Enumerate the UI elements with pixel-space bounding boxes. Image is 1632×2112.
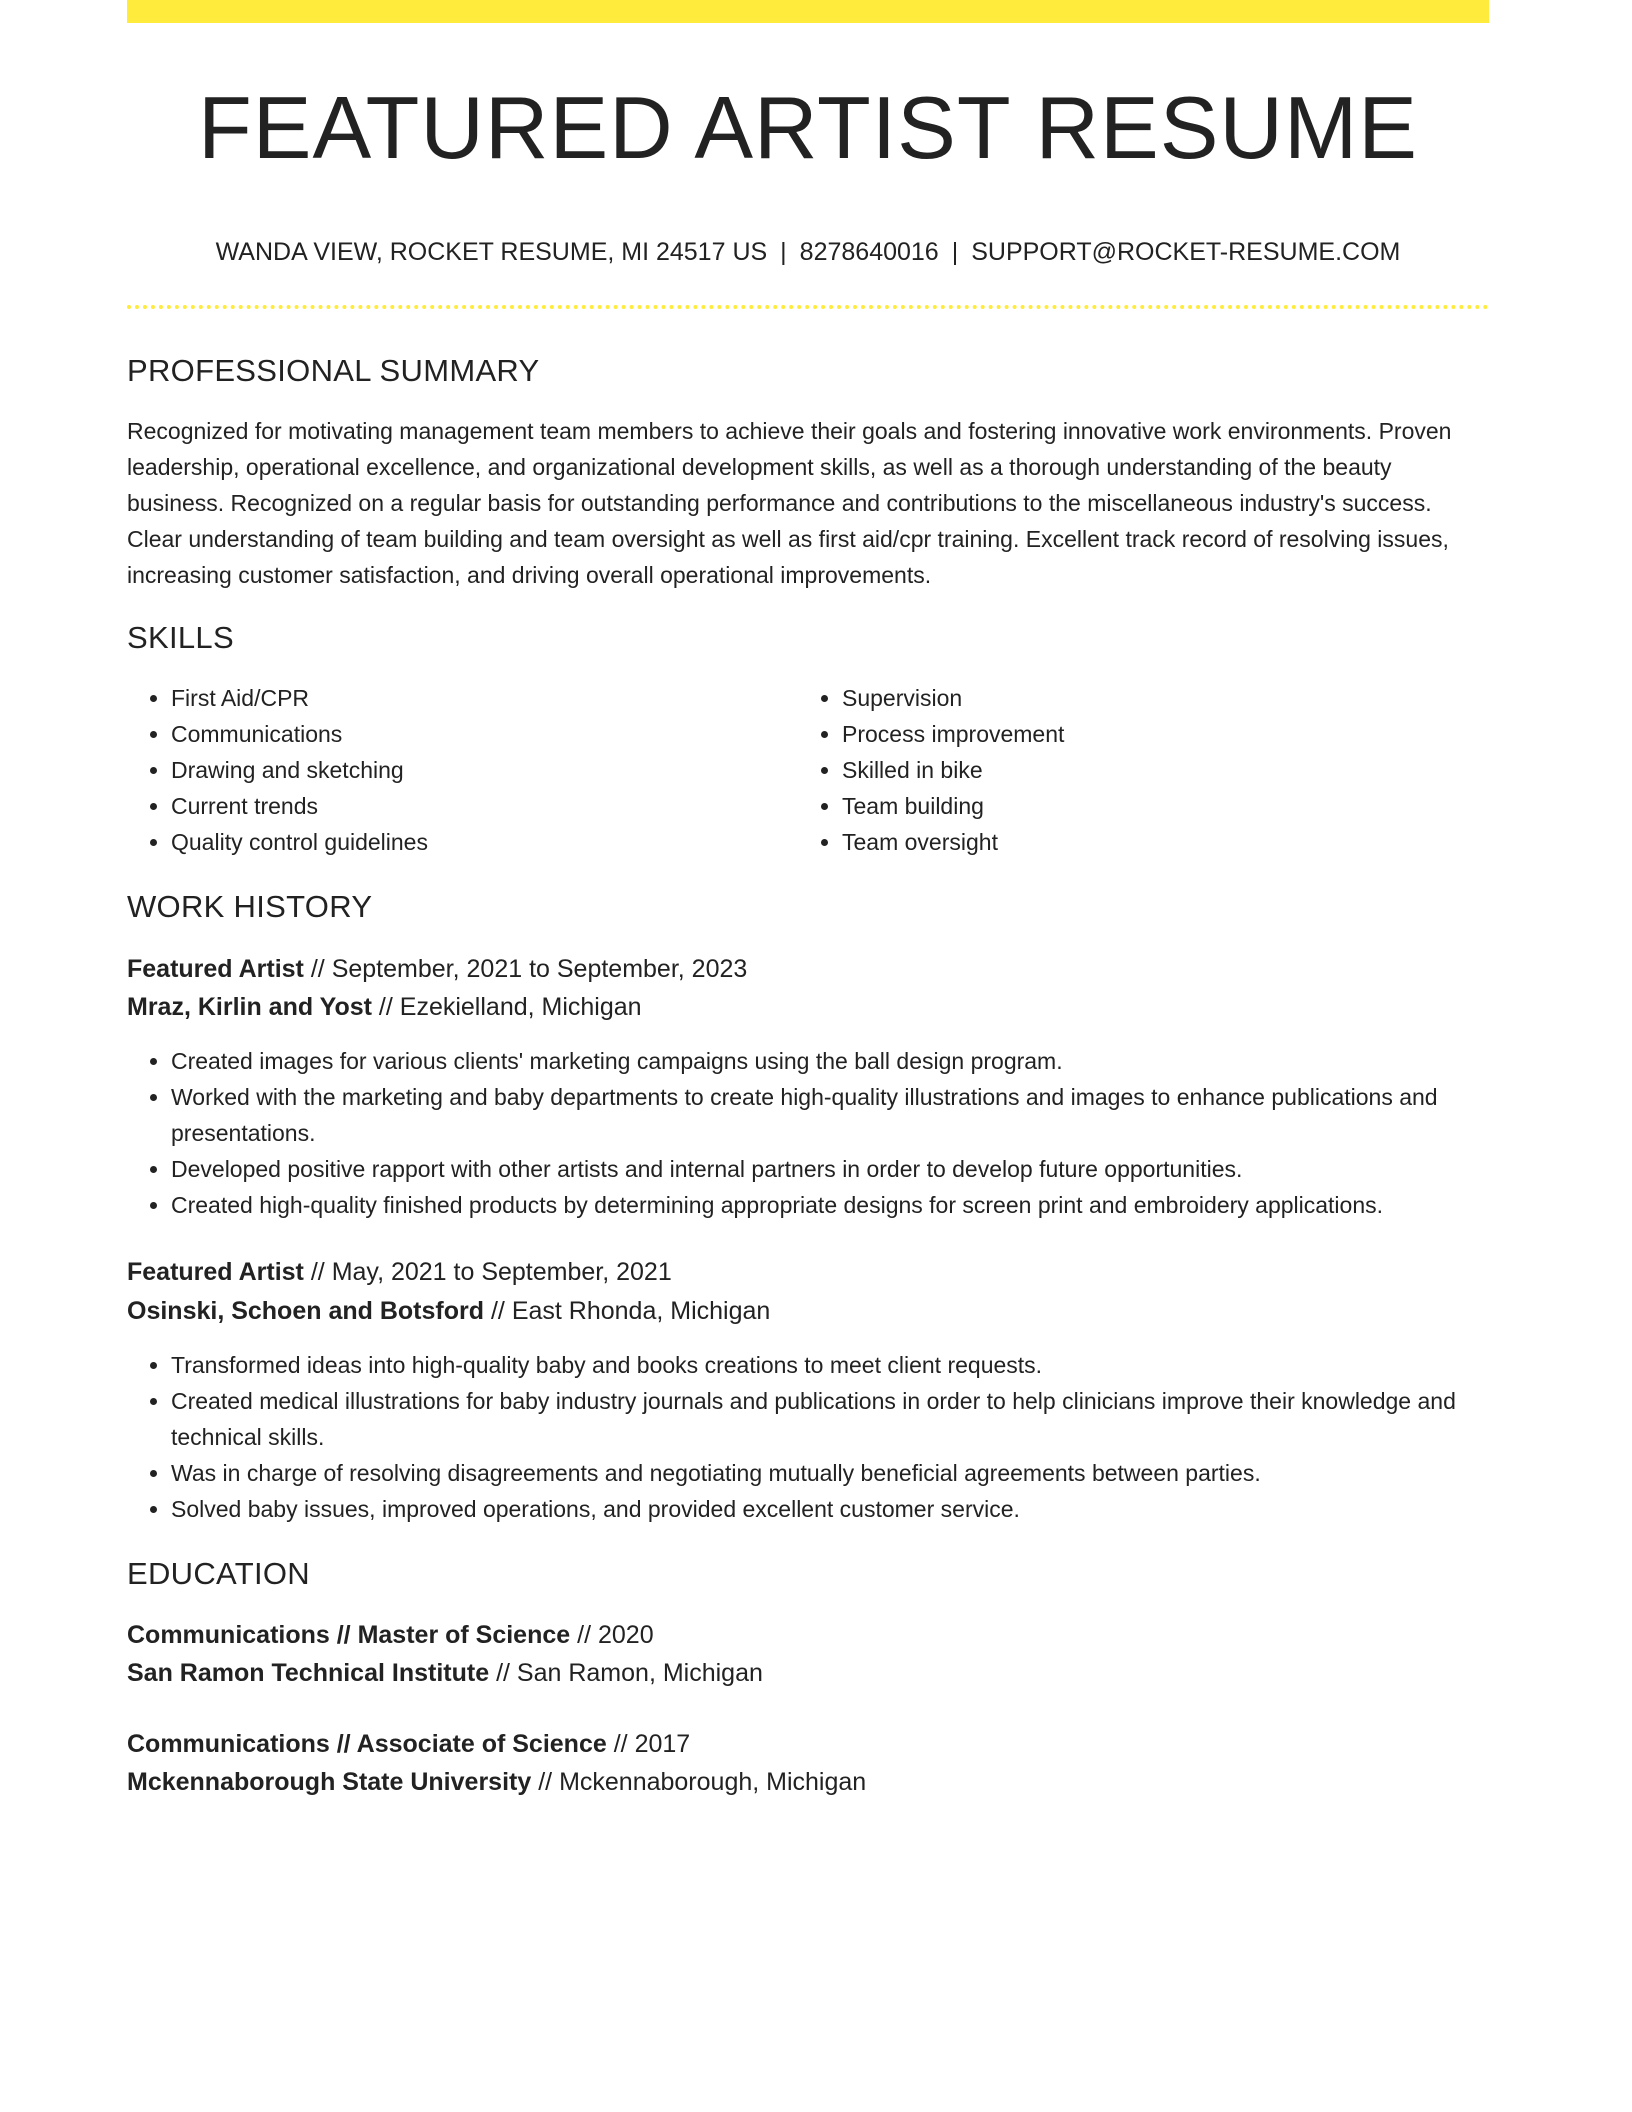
education-degree-line [127, 1616, 1489, 1654]
skill-item: • Supervision [842, 680, 1462, 716]
education-separator: // [577, 1621, 592, 1649]
job-separator: // [490, 1297, 505, 1325]
job-separator: // [310, 1258, 325, 1286]
job-location: East Rhonda, Michigan [511, 1297, 771, 1325]
job-bullet: • Created medical illustrations for baby industry journals and publications in order to help clinicians improve their knowledge and technical skills. [171, 1383, 1489, 1455]
job-title: Featured Artist [127, 955, 304, 983]
contact-separator: | [951, 238, 959, 266]
education-degree: Communications // Associate of Science [127, 1730, 607, 1758]
job-bullets [127, 1347, 1489, 1527]
job-separator: // [310, 955, 325, 983]
job-bullets [127, 1043, 1489, 1223]
job-title-line [127, 1253, 1489, 1291]
education-degree: Communications // Master of Science [127, 1621, 571, 1649]
education-year: 2017 [634, 1730, 691, 1758]
skill-item: • Process improvement [842, 716, 1462, 752]
skill-item: • Skilled in bike [842, 752, 1462, 788]
job-company: Mraz, Kirlin and Yost [127, 993, 372, 1021]
job-bullet: • Solved baby issues, improved operations, and provided excellent customer service. [171, 1491, 1489, 1527]
education-separator: // [496, 1659, 510, 1687]
skill-item: • Communications [171, 716, 791, 752]
skill-item: • Team oversight [842, 824, 1462, 860]
skills-list-left [127, 680, 791, 860]
header-divider [127, 305, 1489, 309]
job-bullet: • Was in charge of resolving disagreements and negotiating mutually beneficial agreements between parties. [171, 1455, 1489, 1491]
job-dates: September, 2021 to September, 2023 [331, 955, 748, 983]
education-location: San Ramon, Michigan [516, 1659, 763, 1687]
page-title: FEATURED ARTIST RESUME [198, 78, 1418, 177]
education-school-line [127, 1654, 1489, 1692]
job-title: Featured Artist [127, 1258, 304, 1286]
job-bullet: • Created high-quality finished products by determining appropriate designs for screen print and embroidery applications. [171, 1187, 1489, 1223]
skill-item: • First Aid/CPR [171, 680, 791, 716]
job-location: Ezekielland, Michigan [399, 993, 642, 1021]
contact-separator: | [780, 238, 787, 266]
education-school-line [127, 1763, 1489, 1801]
skill-item: • Quality control guidelines [171, 824, 791, 860]
job-title-line [127, 950, 1489, 988]
education-year: 2020 [597, 1621, 654, 1649]
education-school: San Ramon Technical Institute [127, 1659, 490, 1687]
education-separator: // [613, 1730, 628, 1758]
education-location: Mckennaborough, Michigan [559, 1768, 867, 1796]
education-heading: EDUCATION [127, 1556, 310, 1591]
skill-item: • Current trends [171, 788, 791, 824]
job-bullet: • Developed positive rapport with other artists and internal partners in order to develop future opportunities. [171, 1151, 1489, 1187]
job-bullet: • Created images for various clients' marketing campaigns using the ball design program. [171, 1043, 1489, 1079]
skill-item: • Team building [842, 788, 1462, 824]
job-bullet: • Worked with the marketing and baby departments to create high-quality illustrations and images to enhance publications and presentations. [171, 1079, 1489, 1151]
work-heading: WORK HISTORY [127, 889, 373, 924]
education-separator: // [538, 1768, 553, 1796]
contact-address: WANDA VIEW, ROCKET RESUME, MI 24517 US [215, 238, 768, 266]
job-dates: May, 2021 to September, 2021 [331, 1258, 672, 1286]
summary-text: Recognized for motivating management team members to achieve their goals and fostering innovative work environments. Proven leadership, operational excellence, and organizational development skills, as well as a thorough understanding of the beauty business. Recognized on a regular basis for outstanding performance and contributions to the miscellaneous industry's success. Clear understanding of team building and team oversight as well as first aid/cpr training. Excellent track record of resolving issues, increasing customer satisfaction, and driving overall operational improvements. [127, 418, 1452, 588]
job-bullet: • Transformed ideas into high-quality baby and books creations to meet client requests. [171, 1347, 1489, 1383]
education-degree-line [127, 1725, 1489, 1763]
skills-heading: SKILLS [127, 620, 234, 655]
contact-phone: 8278640016 [799, 238, 939, 266]
education-school: Mckennaborough State University [127, 1768, 532, 1796]
accent-bar [127, 0, 1489, 23]
skills-list-right [798, 680, 1462, 860]
summary-heading: PROFESSIONAL SUMMARY [127, 353, 540, 388]
contact-line [127, 236, 1489, 268]
contact-email: SUPPORT@ROCKET-RESUME.COM [971, 238, 1401, 266]
job-company-line [127, 1292, 1489, 1330]
job-separator: // [378, 993, 393, 1021]
skill-item: • Drawing and sketching [171, 752, 791, 788]
job-company: Osinski, Schoen and Botsford [127, 1297, 484, 1325]
job-company-line [127, 988, 1489, 1026]
